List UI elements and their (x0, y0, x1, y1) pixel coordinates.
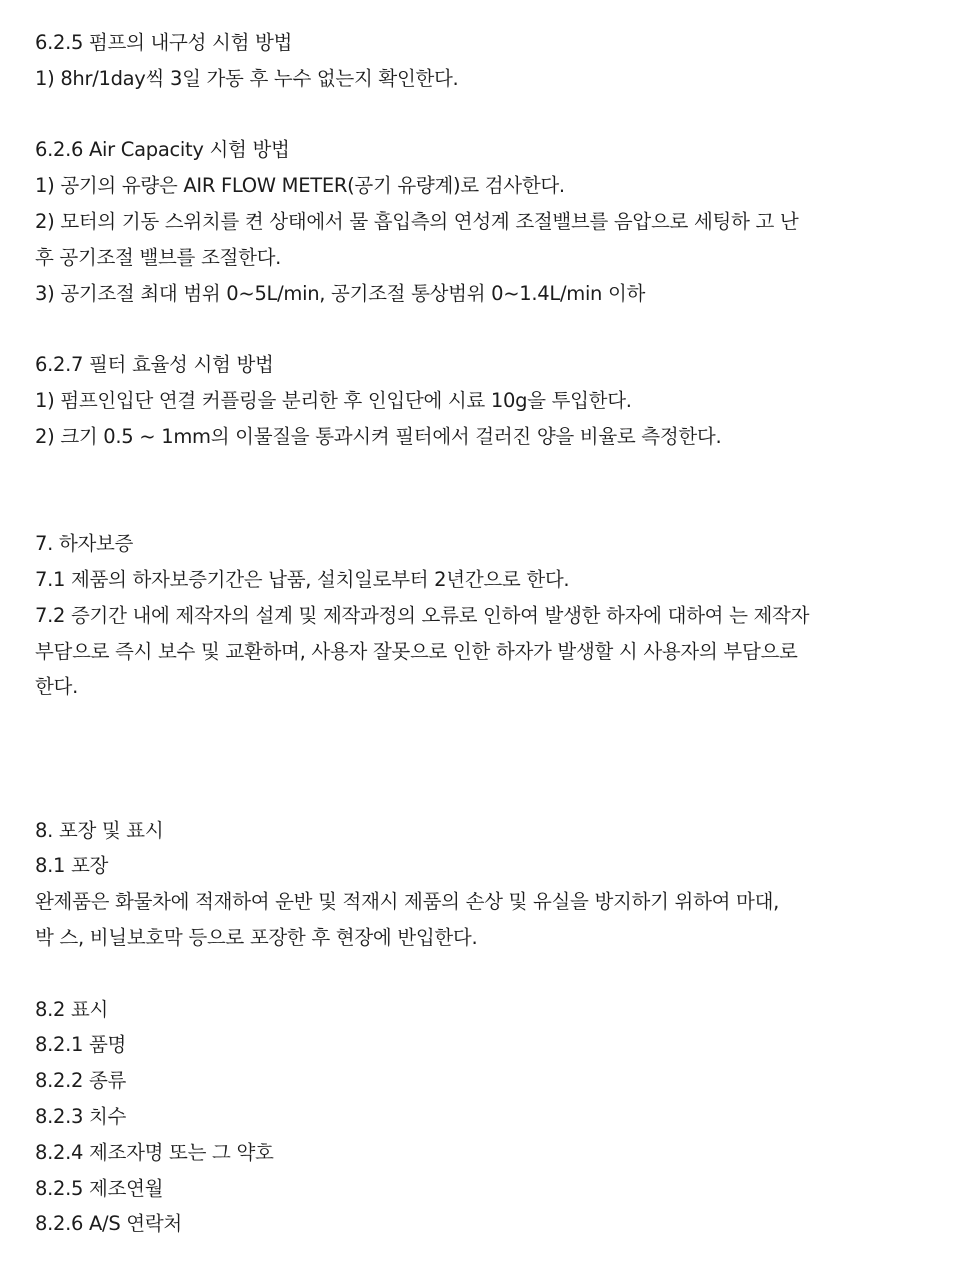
paragraph-line: 후 공기조절 밸브를 조절한다. (35, 245, 282, 269)
list-item: 8.2.2 종류 (35, 1069, 127, 1093)
heading-6-2-7: 6.2.7 필터 효율성 시험 방법 (35, 353, 274, 377)
paragraph-line: 7.2 증기간 내에 제작자의 설계 및 제작과정의 오류로 인하여 발생한 하자에 대하여 는 제작자 (35, 603, 810, 627)
paragraph-line: 완제품은 화물차에 적재하여 운반 및 적재시 제품의 손상 및 유실을 방지하기 위하여 마대, (35, 890, 780, 914)
heading-6-2-5: 6.2.5 펌프의 내구성 시험 방법 (35, 31, 293, 54)
list-item: 8.2.1 품명 (35, 1033, 127, 1057)
paragraph-line: 7.1 제품의 하자보증기간은 납품, 설치일로부터 2년간으로 한다. (35, 567, 570, 591)
heading-7: 7. 하자보증 (35, 532, 134, 556)
paragraph-line: 박 스, 비닐보호막 등으로 포장한 후 현장에 반입한다. (35, 925, 478, 949)
paragraph-line: 2) 크기 0.5 ~ 1mm의 이물질을 통과시켜 필터에서 걸러진 양을 비율로 측정한다. (35, 424, 722, 448)
document-body (35, 25, 935, 1242)
paragraph-line: 1) 8hr/1day씩 3일 가동 후 누수 없는지 확인한다. (35, 66, 459, 90)
heading-8-1: 8.1 포장 (35, 854, 109, 878)
heading-6-2-6: 6.2.6 Air Capacity 시험 방법 (35, 138, 290, 162)
paragraph-line: 부담으로 즉시 보수 및 교환하며, 사용자 잘못으로 인한 하자가 발생할 시 사용자의 부담으로 (35, 639, 798, 663)
paragraph-line: 1) 펌프인입단 연결 커플링을 분리한 후 인입단에 시료 10g을 투입한다. (35, 388, 632, 412)
heading-8: 8. 포장 및 표시 (35, 818, 164, 842)
heading-8-2: 8.2 표시 (35, 997, 109, 1021)
paragraph-line: 1) 공기의 유량은 AIR FLOW METER(공기 유량계)로 검사한다. (35, 174, 565, 198)
paragraph-line: 2) 모터의 기동 스위치를 켠 상태에서 물 흡입측의 연성계 조절밸브를 음압으로 세팅하 고 난 (35, 209, 799, 233)
list-item: 8.2.6 A/S 연락처 (35, 1212, 182, 1236)
paragraph-line: 3) 공기조절 최대 범위 0~5L/min, 공기조절 통상범위 0~1.4L/min 이하 (35, 281, 646, 305)
list-item: 8.2.3 치수 (35, 1104, 127, 1128)
list-item: 8.2.4 제조자명 또는 그 약호 (35, 1140, 274, 1164)
paragraph-line: 한다. (35, 675, 78, 699)
list-item: 8.2.5 제조연월 (35, 1176, 164, 1200)
